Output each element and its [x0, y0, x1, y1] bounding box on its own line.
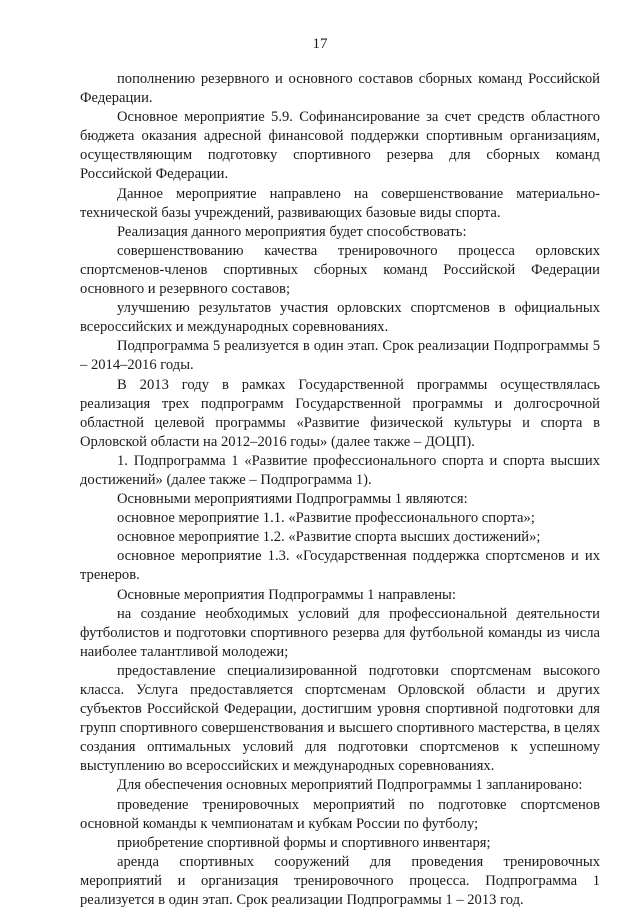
- paragraph-main-measures-intro: Основными мероприятиями Подпрограммы 1 являются:: [117, 491, 468, 508]
- paragraph-measure-1-1: основное мероприятие 1.1. «Развитие профессионального спорта»;: [117, 510, 535, 527]
- paragraph-reserve-team: пополнению резервного и основного составов сборных команд Российской Федерации.: [80, 71, 600, 107]
- paragraph-training-events: проведение тренировочных мероприятий по подготовке спортсменов основной команды к чемпионатам и кубкам России по футболу;: [80, 796, 600, 832]
- paragraph-planned-intro: Для обеспечения основных мероприятий Подпрограммы 1 запланировано:: [117, 777, 583, 794]
- paragraph-subprogram-5-term: Подпрограмма 5 реализуется в один этап. Срок реализации Подпрограммы 5 – 2014–2016 годы.: [80, 338, 600, 374]
- paragraph-measure-1-3: основное мероприятие 1.3. «Государственная поддержка спортсменов и их тренеров.: [80, 548, 600, 584]
- paragraph-training-quality: совершенствованию качества тренировочного процесса орловских спортсменов-членов спортивных сборных команд Российской Федерации основного и резервного составов;: [80, 242, 600, 298]
- paragraph-2013-overview: В 2013 году в рамках Государственной программы осуществлялась реализация трех подпрограмм Государственной программы и долгосрочной областной целевой программы «Развитие физической культуры и спорта в Орловской области на 2012–2016 годы» (далее также – ДОЦП).: [80, 376, 600, 450]
- paragraph-measure-1-2: основное мероприятие 1.2. «Развитие спорта высших достижений»;: [117, 529, 541, 546]
- paragraph-equipment-purchase: приобретение спортивной формы и спортивного инвентаря;: [117, 834, 491, 851]
- paragraph-directions-intro: Основные мероприятия Подпрограммы 1 направлены:: [117, 586, 456, 603]
- paragraph-football-conditions: на создание необходимых условий для профессиональной деятельности футболистов и подготовки спортивного резерва для футбольной команды из числа наиболее талантливой молодежи;: [80, 605, 600, 660]
- paragraph-measure-purpose: Данное мероприятие направлено на совершенствование материально-технической базы учреждений, развивающих базовые виды спорта.: [80, 185, 600, 221]
- page-number: 17: [312, 36, 328, 52]
- paragraph-specialized-training: предоставление специализированной подготовки спортсменам высокого класса. Услуга предоставляется спортсменам Орловской области и других субъектов Российской Федерации, достигшим уровня спортивной подготовки для групп спортивного совершенствования и высшего спортивного мастерства, в целях создания оптимальных условий для подготовки спортсменов к успешному выступлению во всероссийских и международных соревнованиях.: [80, 662, 600, 775]
- document-body: [80, 70, 600, 910]
- paragraph-implementation-intro: Реализация данного мероприятия будет способствовать:: [117, 223, 467, 240]
- paragraph-measure-5-9: Основное мероприятие 5.9. Софинансирование за счет средств областного бюджета оказания адресной финансовой поддержки спортивным организациям, осуществляющим подготовку спортивного резерва для сборных команд Российской Федерации.: [80, 109, 600, 183]
- paragraph-facility-rental: аренда спортивных сооружений для проведения тренировочных мероприятий и организация тренировочного процесса. Подпрограмма 1 реализуется в один этап. Срок реализации Подпрограммы 1 – 2013 год.: [80, 853, 600, 909]
- paragraph-subprogram-1-title: 1. Подпрограмма 1 «Развитие профессионального спорта и спорта высших достижений» (далее также – Подпрограмма 1).: [80, 452, 600, 488]
- paragraph-results-improvement: улучшению результатов участия орловских спортсменов в официальных всероссийских и международных соревнованиях.: [80, 300, 600, 336]
